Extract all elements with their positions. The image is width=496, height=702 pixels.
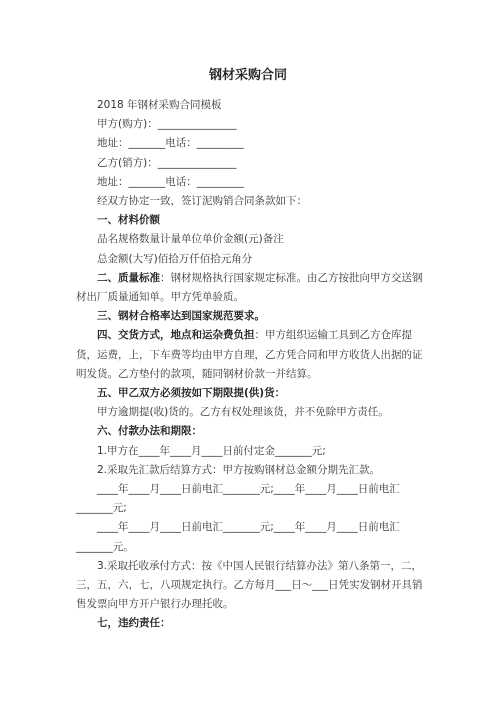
section-4-text: ：甲方组织运输工具到乙方仓库提货，运费，上，下车费等均由甲方自理，乙方凭合同和甲方收货人出据的证明发货。乙方垫付的款项，随同钢材价款一并结算。 bbox=[76, 329, 423, 380]
contract-body bbox=[76, 96, 428, 634]
section-6-heading: 六、付款办法和期限： bbox=[97, 425, 202, 438]
price-table-header: 品名规格数量计量单位单价金额(元)备注 bbox=[97, 233, 284, 246]
section-5-heading: 五、甲乙双方必须按如下期限提(供)货： bbox=[97, 387, 286, 400]
party-b-address-line: 地址：_______电话：_________ bbox=[97, 175, 244, 188]
party-a-line: 甲方(购方)：_______________ bbox=[97, 118, 237, 131]
template-subtitle: 2018 年钢材采购合同模板 bbox=[97, 99, 222, 111]
section-2-text: ：钢材规格执行国家规定标准。由乙方按批向甲方交送钢材出厂质量通知单。甲方凭单验质。 bbox=[76, 271, 423, 304]
party-a-address-line: 地址：_______电话：_________ bbox=[97, 137, 244, 150]
section-2-heading: 二、质量标准 bbox=[97, 271, 160, 284]
section-7-heading: 七，违约责任： bbox=[97, 617, 171, 630]
payment-clause-3: 3.采取托收承付方式：按《中国人民银行结算办法》第八条第一，二，三，五，六，七，八项规定执行。乙方每月___日～___日凭实发钢材开具销售发票向甲方开户银行办理托收。 bbox=[76, 559, 423, 611]
section-5-text: 甲方逾期提(收)货的。乙方有权处理该货，并不免除甲方责任。 bbox=[97, 406, 389, 419]
section-4-paragraph bbox=[76, 326, 428, 384]
agreement-intro: 经双方协定一致，签订泥购销合同条款如下： bbox=[97, 195, 307, 208]
total-amount-line: 总金额(大写)佰拾万仟佰拾元角分 bbox=[97, 252, 253, 265]
section-1-heading: 一、材料价额 bbox=[97, 214, 160, 227]
payment-clause-1: 1.甲方在____年____月____日前付定金_______元; bbox=[97, 444, 326, 457]
section-4-heading: 四、交货方式，地点和运杂费负担 bbox=[97, 329, 255, 342]
payment-schedule-2: ____年____月____日前电汇_______元;____年____月____日前电汇_______元。 bbox=[76, 521, 400, 553]
payment-clause-2: 2.采取先汇款后结算方式：甲方按购钢材总金额分期先汇款。 bbox=[97, 463, 381, 476]
document-title: 钢材采购合同 bbox=[208, 68, 287, 83]
section-3-heading: 三、钢材合格率达到国家规范要求。 bbox=[97, 310, 265, 323]
party-b-line: 乙方(销方)：_______________ bbox=[97, 156, 237, 169]
payment-schedule-1: ____年____月____日前电汇_______元;____年____月____日前电汇_______元; bbox=[76, 483, 400, 515]
section-2-paragraph bbox=[76, 269, 428, 307]
